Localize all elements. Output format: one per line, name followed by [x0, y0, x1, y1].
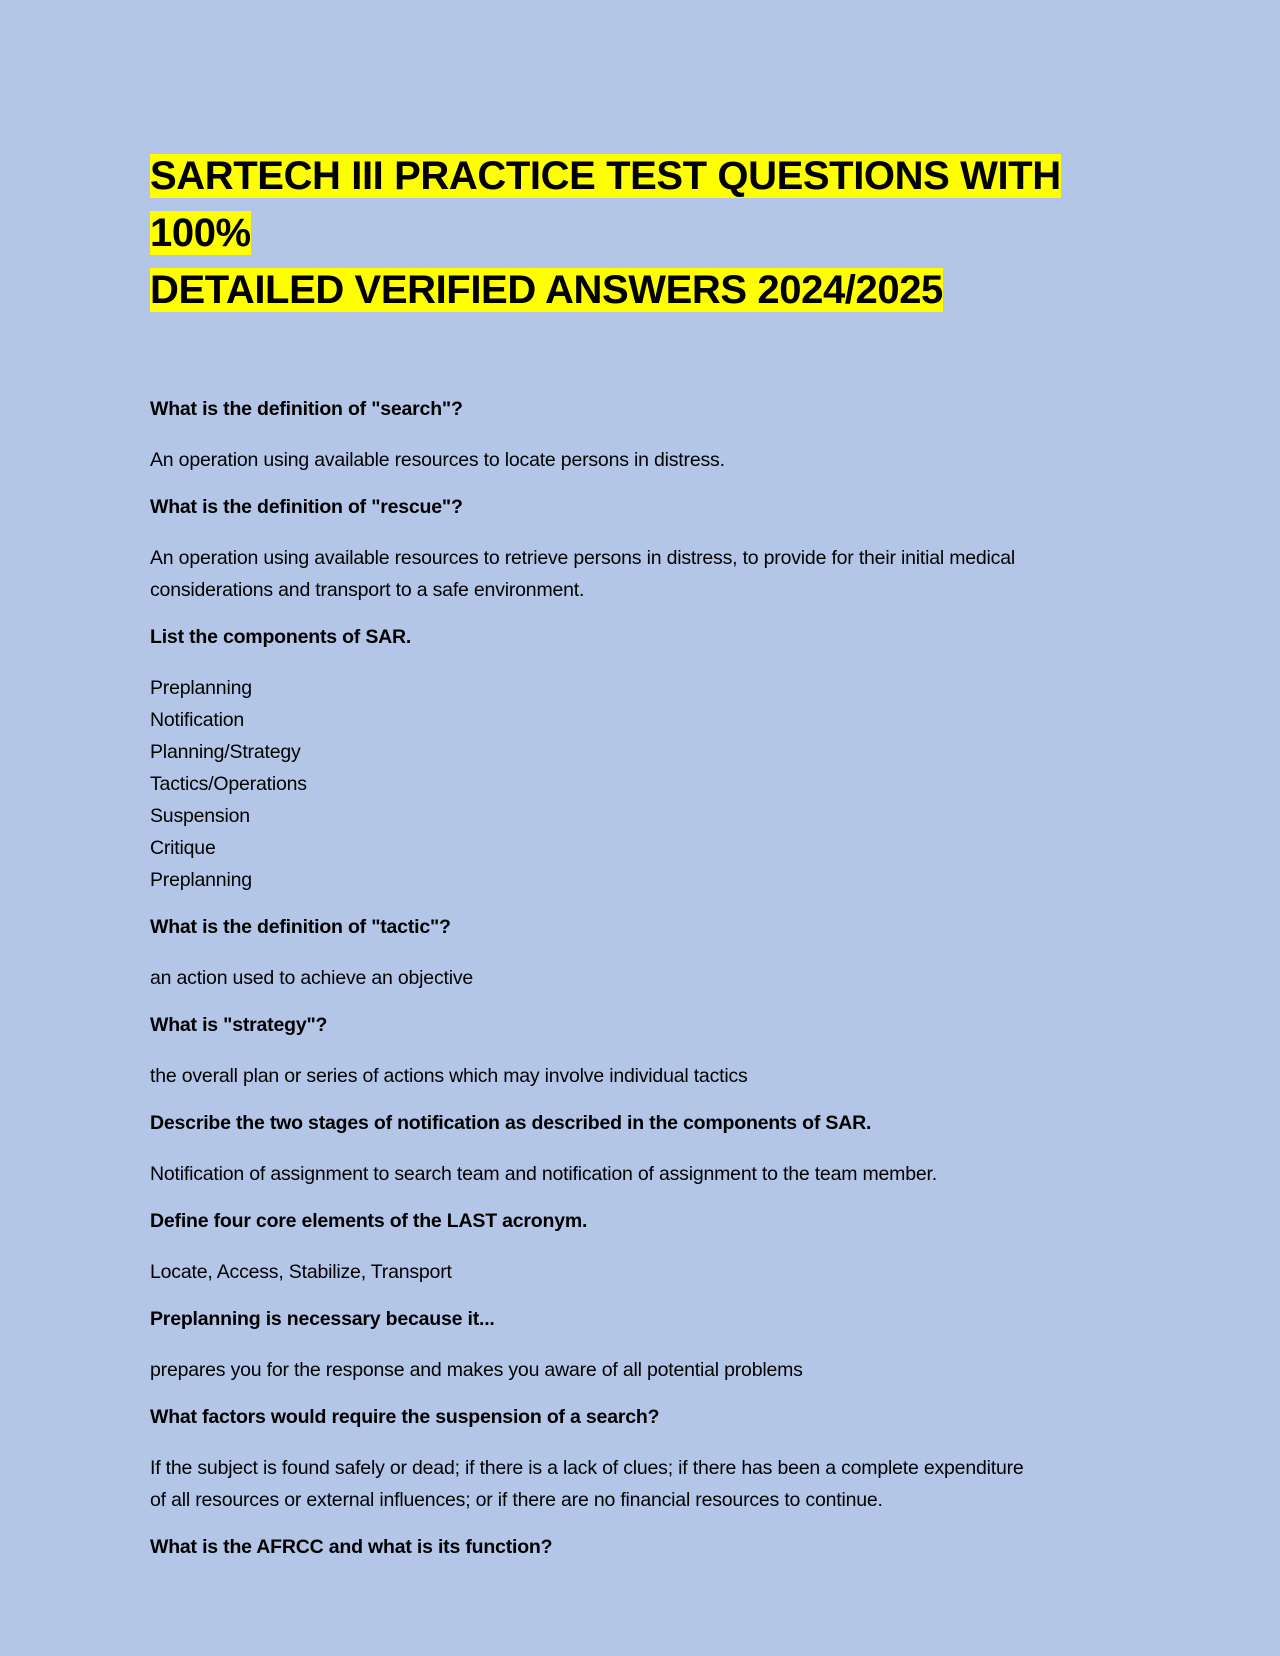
qa-item [150, 623, 1140, 896]
answer-line: an action used to achieve an objective [150, 967, 474, 989]
answer-line: Critique [150, 837, 216, 859]
answer-text [150, 444, 1140, 476]
qa-item [150, 1207, 1140, 1288]
answer-line: Planning/Strategy [150, 741, 301, 763]
answer-text [150, 1354, 1140, 1386]
qa-item [150, 913, 1140, 994]
answer-line: considerations and transport to a safe environment. [150, 579, 585, 601]
title-line-2: DETAILED VERIFIED ANSWERS 2024/2025 [150, 268, 943, 312]
answer-line: Locate, Access, Stabilize, Transport [150, 1261, 452, 1283]
question-text: What factors would require the suspension of a search? [150, 1406, 660, 1428]
qa-item [150, 1305, 1140, 1386]
answer-text [150, 1060, 1140, 1092]
answer-text [150, 962, 1140, 994]
answer-line: An operation using available resources to locate persons in distress. [150, 449, 725, 471]
title-highlight [150, 154, 1061, 312]
qa-item [150, 1109, 1140, 1190]
answer-text [150, 1256, 1140, 1288]
title-line-1: SARTECH III PRACTICE TEST QUESTIONS WITH 100% [150, 154, 1061, 255]
answer-line: Notification [150, 709, 245, 731]
answer-text [150, 672, 1140, 896]
document-page [150, 148, 1140, 1582]
qa-item [150, 395, 1140, 476]
answer-text [150, 1452, 1140, 1516]
question-text: Describe the two stages of notification as described in the components of SAR. [150, 1112, 872, 1134]
qa-item [150, 1533, 1140, 1561]
question-text: What is the AFRCC and what is its function? [150, 1536, 553, 1558]
answer-line: Tactics/Operations [150, 773, 307, 795]
question-text: What is the definition of "rescue"? [150, 496, 463, 518]
qa-list [150, 395, 1140, 1561]
answer-line: prepares you for the response and makes you aware of all potential problems [150, 1359, 803, 1381]
qa-item [150, 493, 1140, 606]
answer-text [150, 1158, 1140, 1190]
answer-line: Suspension [150, 805, 250, 827]
answer-line: Preplanning [150, 677, 252, 699]
answer-text [150, 542, 1140, 606]
question-text: List the components of SAR. [150, 626, 412, 648]
question-text: What is the definition of "tactic"? [150, 916, 451, 938]
qa-item [150, 1011, 1140, 1092]
question-text: Define four core elements of the LAST acronym. [150, 1210, 588, 1232]
answer-line: An operation using available resources to retrieve persons in distress, to provide for their initial medical [150, 547, 1016, 569]
answer-line: the overall plan or series of actions which may involve individual tactics [150, 1065, 748, 1087]
question-text: What is "strategy"? [150, 1014, 328, 1036]
question-text: Preplanning is necessary because it... [150, 1308, 495, 1330]
answer-line: Preplanning [150, 869, 252, 891]
answer-line: If the subject is found safely or dead; if there is a lack of clues; if there has been a complete expenditure [150, 1457, 1024, 1479]
answer-line: Notification of assignment to search team and notification of assignment to the team member. [150, 1163, 937, 1185]
qa-item [150, 1403, 1140, 1516]
question-text: What is the definition of "search"? [150, 398, 463, 420]
answer-line: of all resources or external influences; or if there are no financial resources to continue. [150, 1489, 883, 1511]
document-title [150, 148, 1140, 319]
